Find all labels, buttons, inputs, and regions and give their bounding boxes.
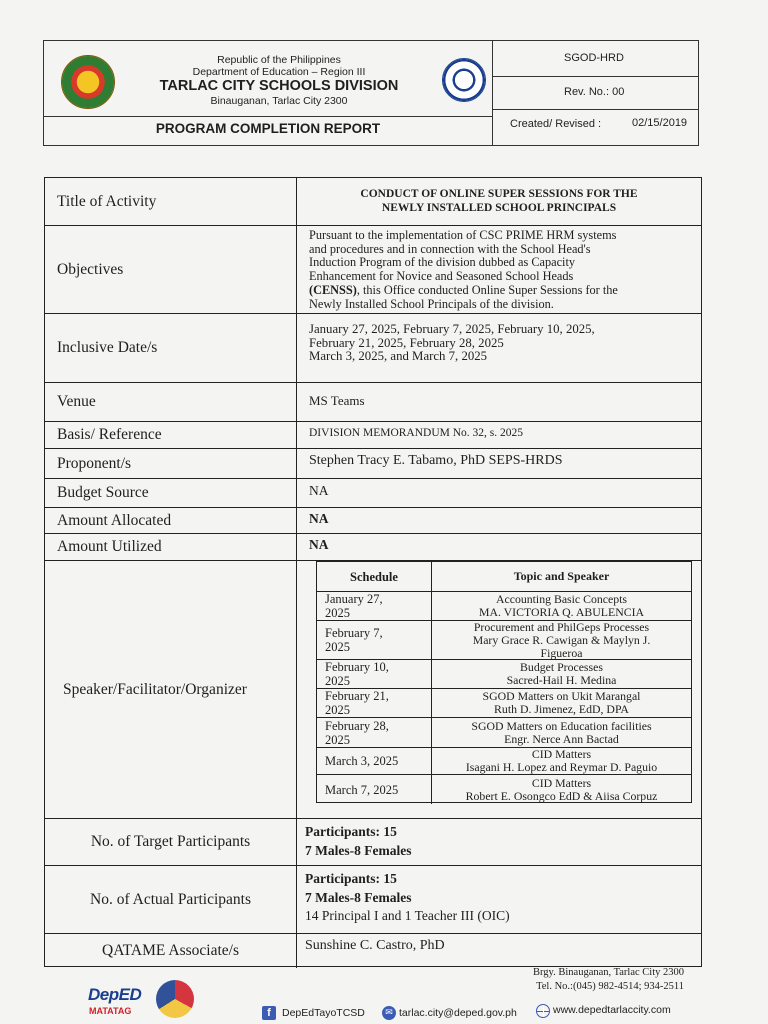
schedule-date-line: March 3, 2025 <box>325 754 399 768</box>
schedule-date <box>317 660 431 688</box>
row-allocated <box>45 508 701 534</box>
revision-number: Rev. No.: 00 <box>564 86 625 98</box>
schedule-date-line: 2025 <box>325 606 350 620</box>
speaker-name: Engr. Nerce Ann Bactad <box>504 731 619 746</box>
objectives-line: (CENSS), this Office conducted Online Super Sessions for the <box>309 282 618 297</box>
title-value-line2: NEWLY INSTALLED SCHOOL PRINCIPALS <box>381 202 617 214</box>
label-allocated: Amount Allocated <box>57 511 172 529</box>
title-value-line1: CONDUCT OF ONLINE SUPER SESSIONS FOR THE <box>360 188 638 200</box>
topic-title: Procurement and PhilGeps Processes <box>473 619 650 634</box>
facebook-icon: f <box>262 1006 276 1020</box>
schedule-date-line: 2025 <box>325 732 350 747</box>
label-objectives: Objectives <box>57 260 124 278</box>
schedule-date <box>317 621 431 659</box>
label-budget: Budget Source <box>57 484 149 501</box>
row-budget <box>45 479 701 508</box>
utilized-value: NA <box>296 534 701 560</box>
division-name: TARLAC CITY SCHOOLS DIVISION <box>159 78 399 94</box>
schedule-date <box>317 592 431 620</box>
schedule-row <box>317 775 691 804</box>
schedule-row <box>317 660 691 689</box>
actual-gender: 7 Males-8 Females <box>305 889 412 905</box>
dates-line: February 21, 2025, February 28, 2025 <box>309 335 504 350</box>
topic-title: SGOD Matters on Ukit Marangal <box>482 689 641 703</box>
label-basis: Basis/ Reference <box>57 426 162 443</box>
row-venue <box>45 383 701 422</box>
created-label: Created/ Revised : <box>510 118 602 130</box>
division-address: Binauganan, Tarlac City 2300 <box>210 95 348 107</box>
schedule-topic <box>431 775 691 804</box>
speaker-name: Isagani H. Lopez and Reymar D. Paguio <box>465 760 658 774</box>
speaker-name: Robert E. Osongco EdD & Aiisa Corpuz <box>465 788 658 803</box>
speaker-name: Ruth D. Jimenez, EdD, DPA <box>494 702 629 716</box>
deped-logo-text: DepED <box>88 985 142 1004</box>
department-line: Department of Education – Region III <box>192 66 366 78</box>
schedule-date-line: January 27, <box>325 592 383 606</box>
objectives-line: Enhancement for Novice and Seasoned School Heads <box>309 269 574 284</box>
label-qatame: QATAME Associate/s <box>102 942 239 959</box>
schedule-date-line: February 28, <box>325 718 389 733</box>
speaker-name: MA. VICTORIA Q. ABULENCIA <box>478 605 645 619</box>
schedule-date-line: March 7, 2025 <box>325 782 399 797</box>
footer-facebook: DepEdTayoTCSD <box>282 1007 365 1019</box>
schedule-date-line: 2025 <box>325 674 350 688</box>
label-title: Title of Activity <box>57 192 157 210</box>
topic-title: CID Matters <box>531 747 592 761</box>
division-seal-icon <box>61 55 115 109</box>
row-actual <box>45 866 701 934</box>
schedule-date <box>317 718 431 747</box>
target-gender: 7 Males-8 Females <box>305 843 412 858</box>
schedule-topic <box>431 689 691 717</box>
row-objectives <box>45 226 701 314</box>
schedule-date <box>317 689 431 717</box>
label-proponent: Proponent/s <box>57 454 132 472</box>
row-dates <box>45 314 701 383</box>
objectives-line: Induction Program of the division dubbed as Capacity <box>309 255 576 270</box>
email-icon: ✉ <box>382 1006 396 1020</box>
topic-title: CID Matters <box>531 775 592 790</box>
schedule-header-row <box>317 562 691 592</box>
schedule-date <box>317 748 431 774</box>
schedule-topic <box>431 748 691 774</box>
actual-breakdown: 14 Principal I and 1 Teacher III (OIC) <box>305 908 510 923</box>
bagong-pilipinas-logo-icon <box>156 980 194 1018</box>
row-utilized <box>45 534 701 561</box>
schedule-date-line: February 10, <box>325 660 389 674</box>
document-header <box>43 40 699 146</box>
objectives-line: Pursuant to the implementation of CSC PRIME HRM systems <box>309 228 617 242</box>
schedule-date-line: 2025 <box>325 640 350 654</box>
objectives-line: and procedures and in connection with the School Head's <box>309 241 591 256</box>
objectives-line: Newly Installed School Principals of the division. <box>309 296 554 311</box>
row-proponent <box>45 449 701 479</box>
topic-title: SGOD Matters on Education facilities <box>471 718 652 733</box>
footer-telephone: Tel. No.:(045) 982-4514; 934-2511 <box>536 981 684 992</box>
label-speakers: Speaker/Facilitator/Organizer <box>63 680 247 698</box>
speaker-name: Figueroa <box>540 645 583 660</box>
republic-line: Republic of the Philippines <box>217 54 341 66</box>
schedule-date-line: February 21, <box>325 689 389 703</box>
schedule-row <box>317 689 691 718</box>
created-date: 02/15/2019 <box>632 117 688 129</box>
deped-seal-icon <box>442 58 486 102</box>
schedule-topic <box>431 621 691 659</box>
dates-line: January 27, 2025, February 7, 2025, February 10, 2025, <box>309 322 595 336</box>
label-utilized: Amount Utilized <box>57 538 162 555</box>
topic-title: Budget Processes <box>520 660 603 674</box>
target-participants: Participants: 15 <box>305 824 397 839</box>
schedule-row <box>317 592 691 621</box>
footer-address: Brgy. Binauganan, Tarlac City 2300 <box>532 967 684 978</box>
schedule-row <box>317 718 691 748</box>
row-qatame <box>45 934 701 968</box>
schedule-row <box>317 748 691 775</box>
label-venue: Venue <box>57 393 96 410</box>
report-title: PROGRAM COMPLETION REPORT <box>155 121 381 136</box>
budget-value: NA <box>296 479 701 507</box>
topic-title: Accounting Basic Concepts <box>495 592 628 606</box>
basis-value: DIVISION MEMORANDUM No. 32, s. 2025 <box>296 422 701 448</box>
schedule-table <box>316 561 692 803</box>
schedule-col-header: Schedule <box>350 569 398 584</box>
topic-col-header: Topic and Speaker <box>431 562 691 591</box>
row-basis <box>45 422 701 449</box>
row-target <box>45 819 701 866</box>
schedule-date <box>317 775 431 804</box>
qatame-value: Sunshine C. Castro, PhD <box>296 934 701 968</box>
speaker-name: Sacred-Hail H. Medina <box>506 673 617 687</box>
matatag-logo-text: MATATAG <box>89 1006 132 1016</box>
schedule-topic <box>431 718 691 747</box>
schedule-date-line: 2025 <box>325 703 350 717</box>
proponent-value: Stephen Tracy E. Tabamo, PhD SEPS-HRDS <box>296 449 701 478</box>
footer-website: www.depedtarlaccity.com <box>553 1004 671 1016</box>
label-target: No. of Target Participants <box>90 833 251 850</box>
venue-value: MS Teams <box>296 383 701 421</box>
label-dates: Inclusive Date/s <box>57 339 158 356</box>
actual-participants: Participants: 15 <box>305 871 397 886</box>
allocated-value: NA <box>296 508 701 533</box>
row-title <box>45 178 701 226</box>
schedule-topic <box>431 660 691 688</box>
footer-email: tarlac.city@deped.gov.ph <box>399 1007 517 1019</box>
speaker-name: Mary Grace R. Cawigan & Maylyn J. <box>472 632 651 647</box>
doc-code: SGOD-HRD <box>564 52 624 64</box>
schedule-topic <box>431 592 691 620</box>
label-actual: No. of Actual Participants <box>90 890 251 908</box>
schedule-row <box>317 621 691 660</box>
dates-line: March 3, 2025, and March 7, 2025 <box>309 349 488 363</box>
globe-icon <box>536 1004 550 1018</box>
schedule-date-line: February 7, <box>325 626 383 640</box>
